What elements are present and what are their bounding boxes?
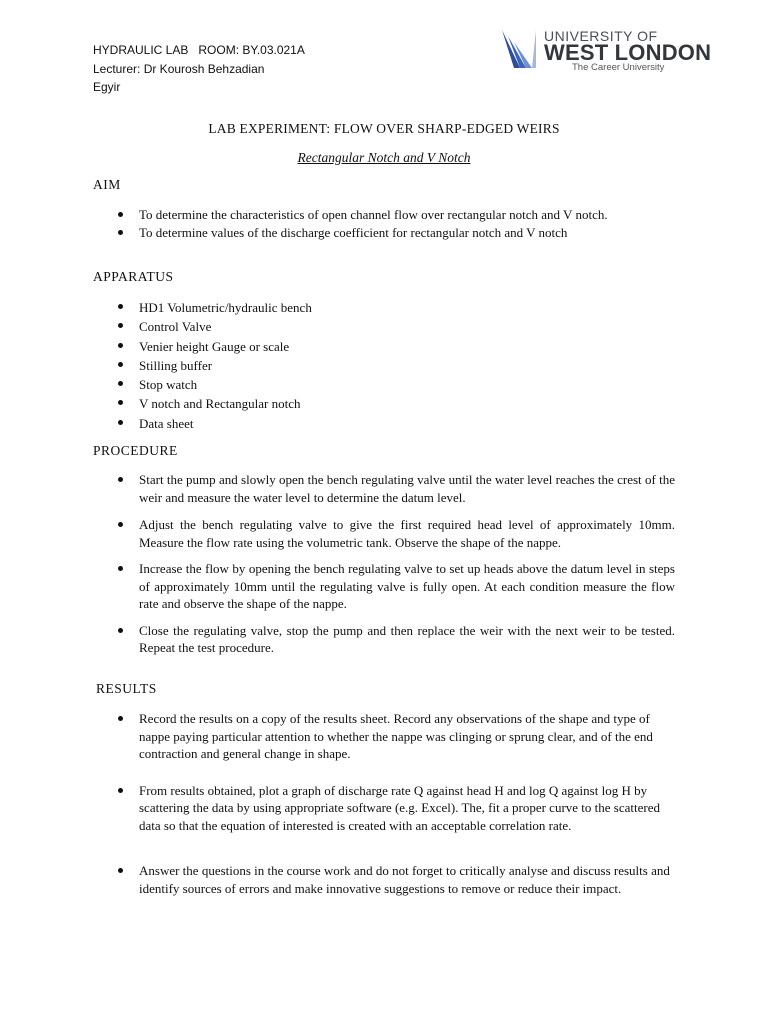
list-item: Start the pump and slowly open the bench regulating valve until the water level reaches the crest of the weir and measure the water level to determine the datum level. [93, 471, 675, 506]
list-item: Record the results on a copy of the results sheet. Record any observations of the shape and type of nappe paying particular attention to whether the nappe was clinging or sprung clear, and of the end contraction and general change in shape. [93, 710, 675, 763]
list-item: Stop watch [93, 375, 675, 394]
university-logo [500, 28, 715, 76]
list-item: To determine values of the discharge coefficient for rectangular notch and V notch [93, 224, 675, 242]
list-item: Data sheet [93, 414, 675, 433]
header-lab-room: HYDRAULIC LAB ROOM: BY.03.021A [93, 43, 305, 57]
list-item: Increase the flow by opening the bench regulating valve to set up heads above the datum level in steps of approximately 10mm until the regulating valve is fully open. At each condition measure the flow rate and observe the shape of the nappe. [93, 560, 675, 613]
logo-university-of: UNIVERSITY OF [544, 28, 658, 44]
list-item: Control Valve [93, 317, 675, 336]
results-heading: RESULTS [96, 681, 157, 696]
list-item: Venier height Gauge or scale [93, 337, 675, 356]
logo-west-london: WEST LONDON [544, 40, 712, 65]
procedure-heading: PROCEDURE [93, 443, 178, 458]
list-item: To determine the characteristics of open channel flow over rectangular notch and V notch. [93, 206, 675, 224]
university-logo-icon [500, 28, 542, 72]
list-item: Stilling buffer [93, 356, 675, 375]
header-name: Egyir [93, 80, 121, 94]
list-item: Answer the questions in the course work and do not forget to critically analyse and discuss results and identify sources of errors and make innovative suggestions to remove or reduce their impact. [93, 862, 675, 897]
list-item: Adjust the bench regulating valve to give the first required head level of approximately 10mm. Measure the flow rate using the volumetric tank. Observe the shape of the nappe. [93, 516, 675, 551]
document-header [93, 41, 305, 97]
header-lecturer: Lecturer: Dr Kourosh Behzadian [93, 61, 265, 76]
list-item: HD1 Volumetric/hydraulic bench [93, 298, 675, 317]
procedure-list [93, 471, 675, 657]
list-item: From results obtained, plot a graph of discharge rate Q against head H and log Q against log H by scattering the data by using appropriate software (e.g. Excel). The, fit a proper curve to the scattered data so that the equation of interested is created with an acceptable correlation rate. [93, 782, 675, 835]
list-item: Close the regulating valve, stop the pump and then replace the weir with the next weir to be tested. Repeat the test procedure. [93, 622, 675, 657]
list-item: V notch and Rectangular notch [93, 394, 675, 413]
logo-tagline: The Career University [572, 62, 665, 73]
apparatus-heading: APPARATUS [93, 269, 174, 284]
apparatus-list [93, 298, 675, 433]
results-list [93, 710, 675, 897]
page-subtitle: Rectangular Notch and V Notch [297, 150, 471, 165]
page-title: LAB EXPERIMENT: FLOW OVER SHARP-EDGED WEIRS [208, 121, 560, 136]
aim-heading: AIM [93, 177, 121, 192]
aim-list [93, 206, 675, 241]
